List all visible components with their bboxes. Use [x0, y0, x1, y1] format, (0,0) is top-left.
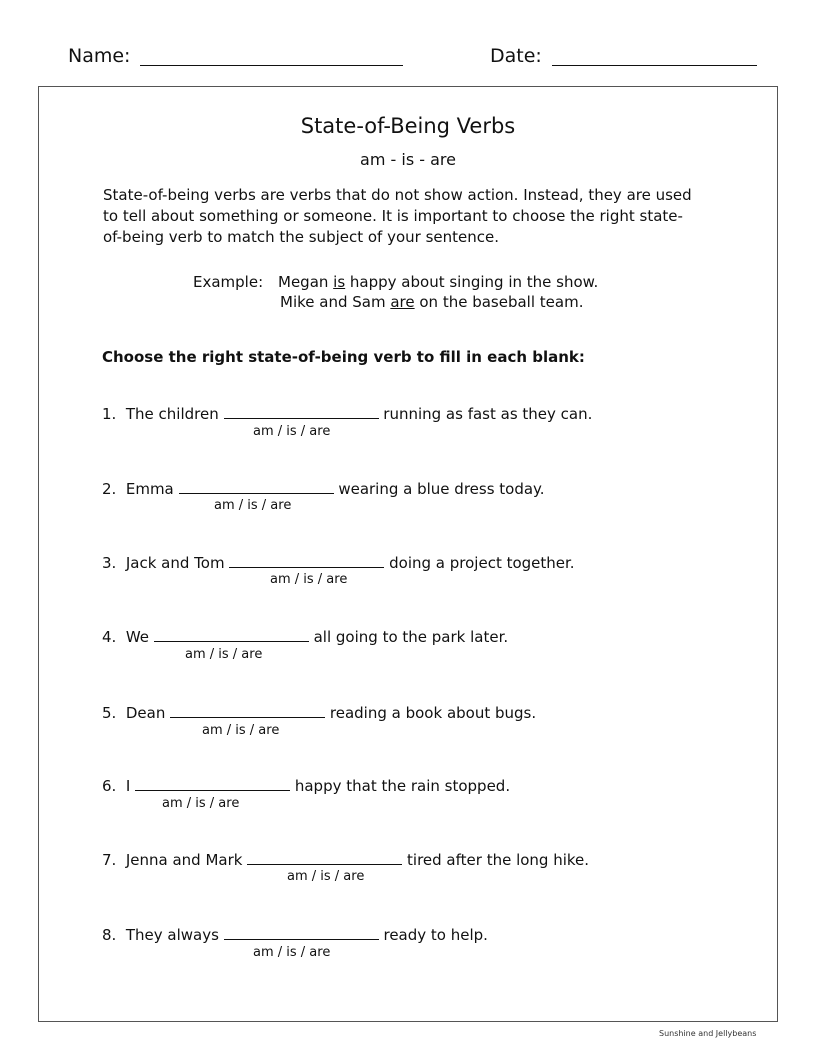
question-number: 1.	[102, 405, 117, 423]
question-number: 3.	[102, 554, 117, 572]
verb-choices: am / is / are	[253, 424, 331, 439]
question-subject: Jack and Tom	[125, 554, 225, 572]
intro-line: to tell about something or someone. It is important to choose the right state-	[103, 207, 683, 225]
answer-blank[interactable]	[179, 480, 334, 494]
question-item	[102, 777, 510, 795]
instructions: Choose the right state-of-being verb to fill in each blank:	[102, 348, 585, 366]
example-verb: are	[390, 293, 415, 311]
question-number: 6.	[102, 777, 117, 795]
question-predicate: ready to help.	[383, 926, 488, 944]
verb-choices: am / is / are	[253, 945, 331, 960]
example-sentence-1: Megan is happy about singing in the show.	[278, 273, 599, 291]
answer-blank[interactable]	[247, 851, 402, 865]
question-subject: They always	[125, 926, 219, 944]
question-subject: We	[125, 628, 150, 646]
worksheet-title: State-of-Being Verbs	[300, 114, 516, 138]
question-predicate: tired after the long hike.	[407, 851, 590, 869]
intro-line: of-being verb to match the subject of your sentence.	[103, 228, 500, 246]
name-field[interactable]	[140, 65, 403, 66]
question-predicate: all going to the park later.	[313, 628, 509, 646]
verb-choices: am / is / are	[270, 572, 348, 587]
question-subject: I	[125, 777, 131, 795]
worksheet-subtitle: am - is - are	[360, 150, 456, 169]
date-label: Date:	[490, 45, 542, 67]
question-number: 7.	[102, 851, 117, 869]
question-predicate: reading a book about bugs.	[329, 704, 537, 722]
question-number: 8.	[102, 926, 117, 944]
verb-choices: am / is / are	[214, 498, 292, 513]
question-subject: Jenna and Mark	[125, 851, 243, 869]
name-label: Name:	[68, 45, 131, 67]
question-number: 2.	[102, 480, 117, 498]
question-predicate: wearing a blue dress today.	[338, 480, 545, 498]
question-predicate: doing a project together.	[389, 554, 575, 572]
question-item	[102, 628, 508, 646]
question-item	[102, 554, 575, 572]
question-item	[102, 405, 592, 423]
answer-blank[interactable]	[224, 926, 379, 940]
question-item	[102, 480, 545, 498]
question-predicate: running as fast as they can.	[383, 405, 593, 423]
example-label: Example:	[193, 273, 264, 291]
intro-paragraph	[103, 185, 723, 248]
answer-blank[interactable]	[229, 554, 384, 568]
question-subject: Emma	[125, 480, 174, 498]
intro-line: State-of-being verbs are verbs that do not show action. Instead, they are used	[103, 186, 692, 204]
footer-credit: Sunshine and Jellybeans	[659, 1029, 757, 1038]
question-subject: The children	[125, 405, 219, 423]
question-number: 4.	[102, 628, 117, 646]
verb-choices: am / is / are	[202, 723, 280, 738]
question-subject: Dean	[125, 704, 166, 722]
question-predicate: happy that the rain stopped.	[294, 777, 511, 795]
answer-blank[interactable]	[154, 628, 309, 642]
verb-choices: am / is / are	[162, 796, 240, 811]
answer-blank[interactable]	[170, 704, 325, 718]
question-item	[102, 704, 536, 722]
date-field[interactable]	[552, 65, 757, 66]
verb-choices: am / is / are	[185, 647, 263, 662]
example-verb: is	[333, 273, 346, 291]
verb-choices: am / is / are	[287, 869, 365, 884]
question-item	[102, 926, 488, 944]
answer-blank[interactable]	[135, 777, 290, 791]
answer-blank[interactable]	[224, 405, 379, 419]
question-number: 5.	[102, 704, 117, 722]
example-sentence-2: Mike and Sam are on the baseball team.	[280, 293, 584, 311]
question-item	[102, 851, 589, 869]
